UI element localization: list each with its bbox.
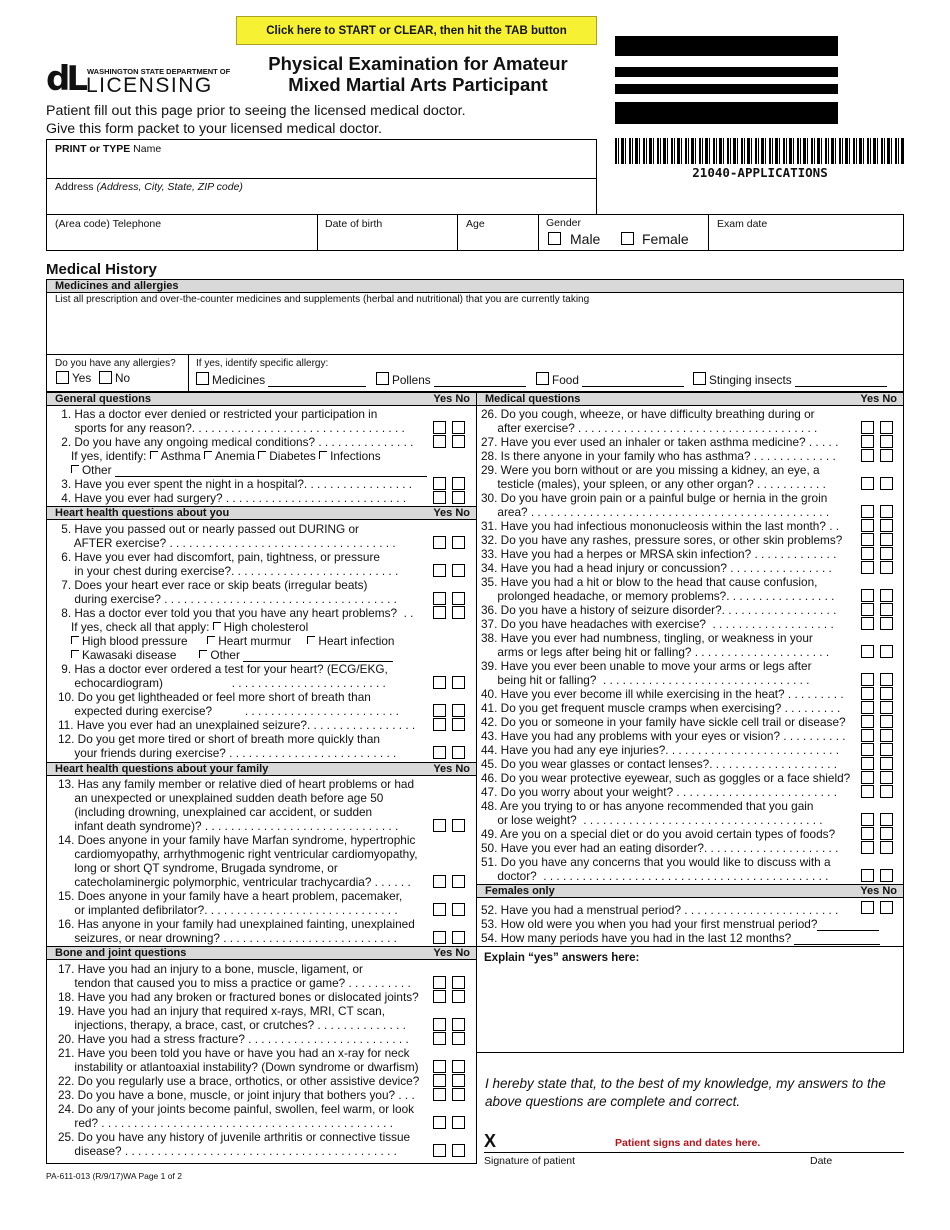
medical-header: Medical questions Yes No <box>476 392 904 406</box>
medicines-allergy-label: Medicines <box>212 373 366 387</box>
no-checkbox[interactable] <box>880 687 893 700</box>
licensing-logo <box>46 59 231 99</box>
question-5: 5. Have you passed out or nearly passed out DURING or <box>58 522 359 536</box>
medical-question-line: 46. Do you wear protective eyewear, such as goggles or a face shield? <box>481 771 851 785</box>
yes-checkbox[interactable] <box>433 990 446 1003</box>
redaction-bar <box>615 102 838 124</box>
medical-question-line: testicle (males), your spleen, or any other organ? . . . . . . . . . . . <box>481 477 826 491</box>
general-header: General questions Yes No <box>46 392 477 406</box>
no-checkbox[interactable] <box>452 1018 465 1031</box>
yes-checkbox[interactable] <box>433 1060 446 1073</box>
medical-question-line: 29. Were you born without or are you missing a kidney, an eye, a <box>481 463 820 477</box>
question-2-options: If yes, identify: Asthma Anemia Diabetes Infections <box>71 449 381 463</box>
no-checkbox[interactable] <box>452 435 465 448</box>
no-checkbox[interactable] <box>880 603 893 616</box>
medical-question-line: 45. Do you wear glasses or contact lenses?. . . . . . . . . . . . . . . . . . . . <box>481 757 838 771</box>
question-18: 18. Have you had any broken or fractured bones or dislocated joints? <box>58 990 419 1004</box>
yes-checkbox[interactable] <box>861 673 874 686</box>
yes-checkbox[interactable] <box>433 819 446 832</box>
attestation: I hereby state that, to the best of my knowledge, my answers to the above questions are complete and correct. <box>485 1076 886 1109</box>
question-12: 12. Do you get more tired or short of breath more quickly than <box>58 732 380 746</box>
title-line-2: Mixed Martial Arts Participant <box>288 74 548 95</box>
yes-checkbox[interactable] <box>433 1018 446 1031</box>
yes-checkbox[interactable] <box>433 676 446 689</box>
no-checkbox[interactable] <box>880 589 893 602</box>
yes-checkbox[interactable] <box>433 536 446 549</box>
question-7: 7. Does your heart ever race or skip beats (irregular beats) <box>58 578 368 592</box>
yes-checkbox[interactable] <box>861 435 874 448</box>
form-title <box>232 53 604 95</box>
instructions-line-1: Patient fill out this page prior to seeing the licensed medical doctor. <box>46 103 466 119</box>
medical-question-line: 42. Do you or someone in your family have sickle cell trail or disease? <box>481 715 846 729</box>
no-checkbox[interactable] <box>880 743 893 756</box>
yes-checkbox[interactable] <box>861 617 874 630</box>
medical-question-line: prolonged headache, or memory problems?. . . . . . . . . . . . . . . . . <box>481 589 835 603</box>
dob-field[interactable]: Date of birth <box>325 218 383 230</box>
redaction-bar <box>615 67 838 77</box>
date-label: Date <box>810 1155 833 1167</box>
explain-label: Explain “yes” answers here: <box>484 952 640 964</box>
medical-question-line: 41. Do you get frequent muscle cramps when exercising? . . . . . . . . . <box>481 701 841 715</box>
no-checkbox[interactable] <box>880 869 893 882</box>
no-checkbox[interactable] <box>880 757 893 770</box>
medicines-field[interactable]: List all prescription and over-the-counter medicines and supplements (herbal and nutritional) that you are currently taking <box>55 294 590 305</box>
pollens-label: Pollens <box>392 373 526 387</box>
medical-question-line: 27. Have you ever used an inhaler or taken asthma medicine? . . . . . <box>481 435 839 449</box>
no-checkbox[interactable] <box>880 421 893 434</box>
instructions <box>46 102 466 138</box>
no-checkbox[interactable] <box>880 813 893 826</box>
medical-question-line: 47. Do you worry about your weight? . . . . . . . . . . . . . . . . . . . . . . . . . <box>481 785 838 799</box>
yes-checkbox[interactable] <box>433 903 446 916</box>
yes-checkbox[interactable] <box>861 645 874 658</box>
footer: PA-611-013 (R/9/17)WA Page 1 of 2 <box>46 1171 182 1181</box>
no-checkbox[interactable] <box>452 704 465 717</box>
divider <box>46 178 597 179</box>
no-checkbox[interactable] <box>880 729 893 742</box>
question-15-cont: or implanted defibrilator?. . . . . . . . . . . . . . . . . . . . . . . . . . . . . . <box>58 903 398 917</box>
question-53: 53. How old were you when you had your first menstrual period? <box>481 917 879 931</box>
medical-question-line: 26. Do you cough, wheeze, or have difficulty breathing during or <box>481 407 815 421</box>
no-checkbox[interactable] <box>452 1116 465 1129</box>
no-checkbox[interactable] <box>452 990 465 1003</box>
no-checkbox[interactable] <box>452 606 465 619</box>
yes-checkbox[interactable] <box>861 477 874 490</box>
yes-checkbox[interactable] <box>861 771 874 784</box>
question-9: 9. Has a doctor ever ordered a test for your heart? (ECG/EKG, <box>58 662 388 676</box>
question-10-cont: expected during exercise? . . . . . . . . . . . . . . . . . . . . . . . . <box>58 704 399 718</box>
yes-checkbox[interactable] <box>433 1088 446 1101</box>
question-15: 15. Does anyone in your family have a heart problem, pacemaker, <box>58 889 403 903</box>
stinging-insects-checkbox[interactable] <box>693 372 706 385</box>
question-6-cont: in your chest during exercise?. . . . . . . . . . . . . . . . . . . . . . . . . . <box>58 564 399 578</box>
yes-checkbox[interactable] <box>433 606 446 619</box>
barcode <box>615 138 905 164</box>
divider <box>903 392 904 1054</box>
question-24: 24. Do any of your joints become painful, swollen, feel warm, or look <box>58 1102 415 1116</box>
question-17-cont: tendon that caused you to miss a practice or game? . . . . . . . . . . <box>58 976 411 990</box>
question-8: 8. Has a doctor ever told you that you have any heart problems? . . <box>58 606 414 620</box>
yes-checkbox[interactable] <box>433 718 446 731</box>
divider <box>476 946 904 947</box>
yes-checkbox[interactable] <box>861 533 874 546</box>
question-16-cont: seizures, or near drowning? . . . . . . . . . . . . . . . . . . . . . . . . . . . <box>58 931 397 945</box>
yes-checkbox[interactable] <box>433 1074 446 1087</box>
family-header: Heart health questions about your family Yes No <box>46 762 477 776</box>
address-field[interactable]: Address (Address, City, State, ZIP code) <box>55 181 243 193</box>
medical-question-line: being hit or falling? . . . . . . . . . . . . . . . . . . . . . . . . . . . . . . . . <box>481 673 810 687</box>
yes-checkbox[interactable] <box>861 547 874 560</box>
logo-dept: WASHINGTON STATE DEPARTMENT OF <box>87 67 231 76</box>
no-checkbox[interactable] <box>452 875 465 888</box>
medical-question-line: area? . . . . . . . . . . . . . . . . . . . . . . . . . . . . . . . . . . . . . . . . . . . . . . <box>481 505 830 519</box>
yes-checkbox[interactable] <box>861 701 874 714</box>
medical-question-line: 38. Have you ever had numbness, tingling, or weakness in your <box>481 631 813 645</box>
question-1: 1. Has a doctor ever denied or restricted your participation in <box>58 407 378 421</box>
question-20: 20. Have you had a stress fracture? . . . . . . . . . . . . . . . . . . . . . . . . . <box>58 1032 409 1046</box>
medical-history-title: Medical History <box>46 261 157 278</box>
yes-checkbox[interactable] <box>433 875 446 888</box>
medical-question-line: 30. Do you have groin pain or a painful bulge or hernia in the groin <box>481 491 828 505</box>
medical-question-line: doctor? . . . . . . . . . . . . . . . . . . . . . . . . . . . . . . . . . . . . . . . . . . . . <box>481 869 829 883</box>
bone-header: Bone and joint questions Yes No <box>46 946 477 960</box>
no-checkbox[interactable] <box>880 715 893 728</box>
yes-checkbox[interactable] <box>861 841 874 854</box>
yes-checkbox[interactable] <box>433 421 446 434</box>
divider <box>317 214 318 251</box>
explain-field[interactable] <box>477 966 903 1052</box>
yes-checkbox[interactable] <box>433 592 446 605</box>
yes-checkbox[interactable] <box>433 1144 446 1157</box>
signature-line <box>484 1152 904 1153</box>
heart-header: Heart health questions about you Yes No <box>46 506 477 520</box>
question-1-cont: sports for any reason?. . . . . . . . . . . . . . . . . . . . . . . . . . . . . . . . . <box>58 421 405 435</box>
no-checkbox[interactable] <box>452 1144 465 1157</box>
yes-checkbox[interactable] <box>861 757 874 770</box>
question-22: 22. Do you regularly use a brace, orthotics, or other assistive device? <box>58 1074 420 1088</box>
no-checkbox[interactable] <box>452 746 465 759</box>
question-17: 17. Have you had an injury to a bone, muscle, ligament, or <box>58 962 363 976</box>
question-10: 10. Do you get lightheaded or feel more short of breath than <box>58 690 371 704</box>
medical-question-line: 39. Have you ever been unable to move your arms or legs after <box>481 659 812 673</box>
yes-checkbox[interactable] <box>433 931 446 944</box>
gender-label: Gender <box>546 217 582 229</box>
question-4: 4. Have you ever had surgery? . . . . . . . . . . . . . . . . . . . . . . . . . . . . <box>58 491 407 505</box>
signature-prompt: Patient signs and dates here. <box>615 1137 761 1149</box>
logo-name: LICENSING <box>86 74 213 97</box>
question-9-cont: echocardiogram) . . . . . . . . . . . . . . . . . . . . . . . . <box>58 676 386 690</box>
medical-question-line: 32. Do you have any rashes, pressure sores, or other skin problems? <box>481 533 843 547</box>
question-13: 13. Has any family member or relative died of heart problems or had <box>58 777 415 791</box>
yes-checkbox[interactable] <box>861 449 874 462</box>
allergies-question: Do you have any allergies? <box>55 358 176 369</box>
no-checkbox[interactable] <box>880 827 893 840</box>
no-checkbox[interactable] <box>880 435 893 448</box>
question-23: 23. Do you have a bone, muscle, or joint injury that bothers you? . . . <box>58 1088 415 1102</box>
question-11: 11. Have you ever had an unexplained seizure?. . . . . . . . . . . . . . . . . <box>58 718 416 732</box>
telephone-field[interactable]: (Area code) Telephone <box>55 218 162 230</box>
medical-question-line: 51. Do you have any concerns that you would like to discuss with a <box>481 855 831 869</box>
male-checkbox[interactable] <box>548 232 561 245</box>
divider <box>457 214 458 251</box>
question-21-cont: instability or atlantoaxial instability? (Down syndrome or dwarfism) <box>58 1060 419 1074</box>
medical-question-line: 36. Do you have a history of seizure disorder?. . . . . . . . . . . . . . . . . . <box>481 603 837 617</box>
q52-yes-checkbox[interactable] <box>861 901 874 914</box>
yes-checkbox[interactable] <box>861 687 874 700</box>
question-54: 54. How many periods have you had in the last 12 months? <box>481 931 880 945</box>
allergy-identify-label: If yes, identify specific allergy: <box>196 358 329 369</box>
medical-question-line: 31. Have you had infectious mononucleosis within the last month? . . <box>481 519 840 533</box>
yes-checkbox[interactable] <box>861 715 874 728</box>
no-checkbox[interactable] <box>880 477 893 490</box>
yes-checkbox[interactable] <box>861 505 874 518</box>
no-checkbox[interactable] <box>452 477 465 490</box>
yes-checkbox[interactable] <box>433 564 446 577</box>
no-checkbox[interactable] <box>452 536 465 549</box>
question-52: 52. Have you had a menstrual period? . . . . . . . . . . . . . . . . . . . . . . . . <box>481 903 839 917</box>
food-label: Food <box>552 373 684 387</box>
q52-no-checkbox[interactable] <box>880 901 893 914</box>
no-checkbox[interactable] <box>880 449 893 462</box>
yes-checkbox[interactable] <box>861 421 874 434</box>
question-14-cont: long or short QT syndrome, Brugada syndrome, or <box>58 861 338 875</box>
no-checkbox[interactable] <box>452 1088 465 1101</box>
male-label: Male <box>570 231 601 247</box>
allergy-no-checkbox[interactable] <box>99 371 112 384</box>
no-checkbox[interactable] <box>880 645 893 658</box>
female-checkbox[interactable] <box>621 232 634 245</box>
question-14: 14. Does anyone in your family have Marfan syndrome, hypertrophic <box>58 833 416 847</box>
question-13-cont: an unexpected or unexplained sudden death before age 50 <box>58 791 384 805</box>
question-13-cont: infant death syndrome)? . . . . . . . . . . . . . . . . . . . . . . . . . . . . . . <box>58 819 399 833</box>
divider <box>188 354 189 392</box>
medical-question-line: 37. Do you have headaches with exercise? . . . . . . . . . . . . . . . . . . . <box>481 617 834 631</box>
no-checkbox[interactable] <box>452 1060 465 1073</box>
no-checkbox[interactable] <box>880 701 893 714</box>
no-checkbox[interactable] <box>880 673 893 686</box>
medical-question-line: 33. Have you had a herpes or MRSA skin infection? . . . . . . . . . . . . . <box>481 547 837 561</box>
start-clear-button[interactable]: Click here to START or CLEAR, then hit the TAB button <box>236 16 597 45</box>
question-14-cont: cardiomyopathy, arrhythmogenic right ventricular cardiomyopathy, <box>58 847 418 861</box>
question-25: 25. Do you have any history of juvenile arthritis or connective tissue <box>58 1130 411 1144</box>
question-8-options-2: Kawasaki disease Other <box>71 648 393 662</box>
no-checkbox[interactable] <box>880 771 893 784</box>
yes-checkbox[interactable] <box>861 589 874 602</box>
medical-question-line: after exercise? . . . . . . . . . . . . . . . . . . . . . . . . . . . . . . . . . . . . . <box>481 421 818 435</box>
yes-checkbox[interactable] <box>433 1032 446 1045</box>
question-12-cont: your friends during exercise? . . . . . . . . . . . . . . . . . . . . . . . . . . <box>58 746 397 760</box>
no-checkbox[interactable] <box>452 676 465 689</box>
barcode-text: 21040-APPLICATIONS <box>692 165 828 180</box>
question-25-cont: disease? . . . . . . . . . . . . . . . . . . . . . . . . . . . . . . . . . . . . . . . . . . <box>58 1144 397 1158</box>
no-checkbox[interactable] <box>880 617 893 630</box>
no-checkbox[interactable] <box>880 561 893 574</box>
no-checkbox[interactable] <box>452 491 465 504</box>
medical-question-line: 34. Have you had a head injury or concussion? . . . . . . . . . . . . . . . . <box>481 561 832 575</box>
yes-checkbox[interactable] <box>433 976 446 989</box>
no-checkbox[interactable] <box>452 976 465 989</box>
no-checkbox[interactable] <box>452 718 465 731</box>
yes-checkbox[interactable] <box>861 827 874 840</box>
question-13-cont: (including drowning, unexplained car accident, or sudden <box>58 805 373 819</box>
yes-checkbox[interactable] <box>861 813 874 826</box>
medical-question-line: 40. Have you ever become ill while exercising in the heat? . . . . . . . . . <box>481 687 844 701</box>
divider <box>708 214 709 251</box>
question-19-cont: injections, therapy, a brace, cast, or crutches? . . . . . . . . . . . . . . <box>58 1018 406 1032</box>
medical-question-line: 43. Have you had any problems with your eyes or vision? . . . . . . . . . . <box>481 729 846 743</box>
signature-label: Signature of patient <box>484 1155 576 1167</box>
redaction-bar <box>615 84 838 94</box>
question-8-options: High blood pressure Heart murmur Heart infection <box>71 634 395 648</box>
signature-x: X <box>484 1131 497 1151</box>
name-field[interactable]: PRINT or TYPE Name <box>55 143 162 155</box>
allergy-yes-checkbox[interactable] <box>56 371 69 384</box>
female-label: Female <box>642 231 689 247</box>
divider <box>538 214 539 251</box>
yes-checkbox[interactable] <box>861 869 874 882</box>
females-header: Females only Yes No <box>476 884 904 898</box>
no-checkbox[interactable] <box>880 785 893 798</box>
medical-question-line: 28. Is there anyone in your family who has asthma? . . . . . . . . . . . . . <box>481 449 836 463</box>
no-checkbox[interactable] <box>452 1074 465 1087</box>
question-2-other: Other <box>71 463 427 477</box>
no-checkbox[interactable] <box>452 903 465 916</box>
no-checkbox[interactable] <box>452 564 465 577</box>
logo-mark: dL <box>46 59 85 99</box>
question-21: 21. Have you been told you have or have you had an x-ray for neck <box>58 1046 410 1060</box>
yes-checkbox[interactable] <box>861 743 874 756</box>
medical-question-line: 49. Are you on a special diet or do you avoid certain types of foods? <box>481 827 836 841</box>
question-7-cont: during exercise? . . . . . . . . . . . . . . . . . . . . . . . . . . . . . . . . . . . . <box>58 592 397 606</box>
medicines-allergy-checkbox[interactable] <box>196 372 209 385</box>
yes-checkbox[interactable] <box>861 785 874 798</box>
no-checkbox[interactable] <box>880 505 893 518</box>
allergy-yes-label: Yes <box>72 371 92 385</box>
no-checkbox[interactable] <box>880 547 893 560</box>
no-checkbox[interactable] <box>452 421 465 434</box>
question-6: 6. Have you ever had discomfort, pain, tightness, or pressure <box>58 550 380 564</box>
question-3: 3. Have you ever spent the night in a hospital?. . . . . . . . . . . . . . . . . <box>58 477 413 491</box>
question-19: 19. Have you had an injury that required x-rays, MRI, CT scan, <box>58 1004 385 1018</box>
pollens-checkbox[interactable] <box>376 372 389 385</box>
question-2: 2. Do you have any ongoing medical conditions? . . . . . . . . . . . . . . . <box>58 435 414 449</box>
question-16: 16. Has anyone in your family had unexplained fainting, unexplained <box>58 917 415 931</box>
redaction-bar <box>615 36 838 56</box>
no-checkbox[interactable] <box>880 533 893 546</box>
food-checkbox[interactable] <box>536 372 549 385</box>
divider <box>46 354 904 355</box>
yes-checkbox[interactable] <box>433 435 446 448</box>
no-checkbox[interactable] <box>452 931 465 944</box>
yes-checkbox[interactable] <box>861 561 874 574</box>
title-line-1: Physical Examination for Amateur <box>268 53 568 74</box>
no-checkbox[interactable] <box>880 519 893 532</box>
question-8-ifyes: If yes, check all that apply: High cholesterol <box>71 620 309 634</box>
yes-checkbox[interactable] <box>433 746 446 759</box>
medical-question-line: 44. Have you had any eye injuries?. . . . . . . . . . . . . . . . . . . . . . . . . . . <box>481 743 839 757</box>
yes-checkbox[interactable] <box>433 477 446 490</box>
no-checkbox[interactable] <box>452 592 465 605</box>
medical-question-line: 48. Are you trying to or has anyone recommended that you gain <box>481 799 814 813</box>
exam-date-field[interactable]: Exam date <box>717 218 768 230</box>
medicines-header: Medicines and allergies <box>46 279 904 293</box>
no-checkbox[interactable] <box>452 1032 465 1045</box>
instructions-line-2: Give this form packet to your licensed medical doctor. <box>46 121 382 137</box>
signature-field[interactable] <box>500 1135 904 1152</box>
age-field[interactable]: Age <box>466 218 485 230</box>
yes-checkbox[interactable] <box>861 603 874 616</box>
question-5-cont: AFTER exercise? . . . . . . . . . . . . . . . . . . . . . . . . . . . . . . . . . . . <box>58 536 396 550</box>
medical-question-line: arms or legs after being hit or falling? . . . . . . . . . . . . . . . . . . . . . <box>481 645 830 659</box>
no-checkbox[interactable] <box>880 841 893 854</box>
medical-question-line: or lose weight? . . . . . . . . . . . . . . . . . . . . . . . . . . . . . . . . . . . . . <box>481 813 823 827</box>
stinging-insects-label: Stinging insects <box>709 373 887 387</box>
medical-question-line: 35. Have you had a hit or blow to the head that cause confusion, <box>481 575 818 589</box>
no-checkbox[interactable] <box>452 819 465 832</box>
yes-checkbox[interactable] <box>433 704 446 717</box>
yes-checkbox[interactable] <box>861 729 874 742</box>
yes-checkbox[interactable] <box>433 491 446 504</box>
allergy-no-label: No <box>115 371 131 385</box>
yes-checkbox[interactable] <box>433 1116 446 1129</box>
medical-question-line: 50. Have you ever had an eating disorder?. . . . . . . . . . . . . . . . . . . . . <box>481 841 839 855</box>
yes-checkbox[interactable] <box>861 519 874 532</box>
question-14-cont: catecholaminergic polymorphic, ventricular trachycardia? . . . . . . <box>58 875 411 889</box>
question-24-cont: red? . . . . . . . . . . . . . . . . . . . . . . . . . . . . . . . . . . . . . . . . . . . . . <box>58 1116 393 1130</box>
